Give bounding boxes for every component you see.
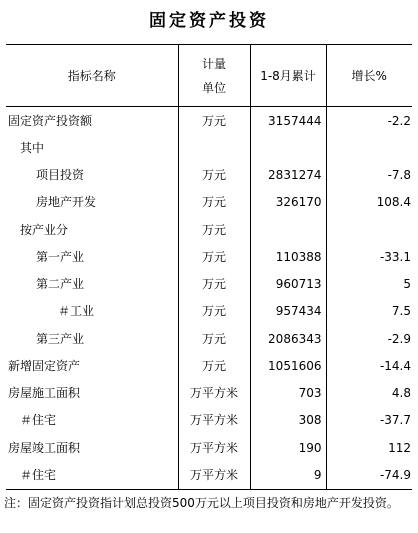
row-name: 房屋竣工面积: [6, 434, 178, 461]
row-name: 第三产业: [6, 325, 178, 352]
row-value: 2086343: [250, 325, 326, 352]
investment-table: [6, 44, 412, 490]
table-row: [6, 243, 412, 270]
row-unit: 万平方米: [178, 407, 250, 434]
row-name: 固定资产投资额: [6, 107, 178, 135]
row-unit: 万元: [178, 107, 250, 135]
row-unit: 万元: [178, 162, 250, 189]
row-unit: 万元: [178, 298, 250, 325]
header-indicator: 指标名称: [6, 45, 178, 107]
row-growth: -7.8: [387, 168, 411, 183]
row-name: ＃工业: [6, 298, 178, 325]
table-row: [6, 107, 412, 135]
row-value: 1051606: [250, 352, 326, 379]
row-growth: -74.9: [326, 461, 412, 489]
row-unit: [178, 134, 250, 161]
row-growth: -2.9: [387, 331, 411, 346]
table-row: [6, 461, 412, 489]
row-value: 190: [250, 434, 326, 461]
row-value: [250, 134, 326, 161]
table-row: [6, 325, 412, 352]
row-value: [250, 216, 326, 243]
row-unit: 万元: [178, 271, 250, 298]
row-value: 960713: [250, 271, 326, 298]
row-name: ＃住宅: [6, 407, 178, 434]
table-row: [6, 216, 412, 243]
row-value: 703: [250, 380, 326, 407]
row-name: 房地产开发: [6, 189, 178, 216]
row-growth: [326, 216, 412, 243]
row-value: 957434: [250, 298, 326, 325]
row-name: 其中: [6, 134, 178, 161]
table-row: [6, 434, 412, 461]
row-name: 第二产业: [6, 271, 178, 298]
header-cumulative: 1-8月累计: [250, 45, 326, 107]
table-row: [6, 134, 412, 161]
row-name: 项目投资: [6, 162, 178, 189]
row-value: 110388: [250, 243, 326, 270]
table-row: [6, 380, 412, 407]
table-header-row: [6, 45, 412, 107]
row-unit: 万平方米: [178, 380, 250, 407]
table-row: [6, 298, 412, 325]
row-growth: -37.7: [379, 413, 411, 428]
row-growth: 108.4: [376, 195, 411, 210]
row-growth: 112: [388, 440, 411, 455]
row-value: 3157444: [250, 107, 326, 135]
row-name: 按产业分: [6, 216, 178, 243]
header-unit-line1: 计量: [201, 56, 226, 71]
row-unit: 万元: [178, 325, 250, 352]
row-unit: 万平方米: [178, 434, 250, 461]
row-growth: 7.5: [391, 304, 411, 319]
table-row: [6, 352, 412, 379]
row-unit: 万平方米: [178, 461, 250, 489]
row-value: 9: [250, 461, 326, 489]
header-growth: 增长%: [326, 45, 412, 107]
row-name: 房屋施工面积: [6, 380, 178, 407]
header-unit-line2: 单位: [201, 80, 226, 95]
row-growth: [326, 134, 412, 161]
row-growth: -2.2: [387, 113, 411, 128]
row-name: 新增固定资产: [6, 352, 178, 379]
row-value: 2831274: [250, 162, 326, 189]
table-row: [6, 189, 412, 216]
header-unit: [178, 45, 250, 107]
row-unit: 万元: [178, 189, 250, 216]
row-unit: 万元: [178, 352, 250, 379]
page-title: 固定资产投资: [149, 11, 269, 31]
table-row: [6, 407, 412, 434]
row-growth: 5: [403, 277, 411, 292]
row-unit: 万元: [178, 216, 250, 243]
row-unit: 万元: [178, 243, 250, 270]
table-row: [6, 271, 412, 298]
row-growth: 4.8: [391, 386, 411, 401]
row-value: 308: [250, 407, 326, 434]
row-growth: -14.4: [379, 358, 411, 373]
table-row: [6, 162, 412, 189]
row-name: ＃住宅: [6, 461, 178, 489]
row-growth: -33.1: [379, 249, 411, 264]
footnote: 注：固定资产投资指计划总投资500万元以上项目投资和房地产开发投资。: [4, 496, 399, 510]
row-value: 326170: [250, 189, 326, 216]
row-name: 第一产业: [6, 243, 178, 270]
